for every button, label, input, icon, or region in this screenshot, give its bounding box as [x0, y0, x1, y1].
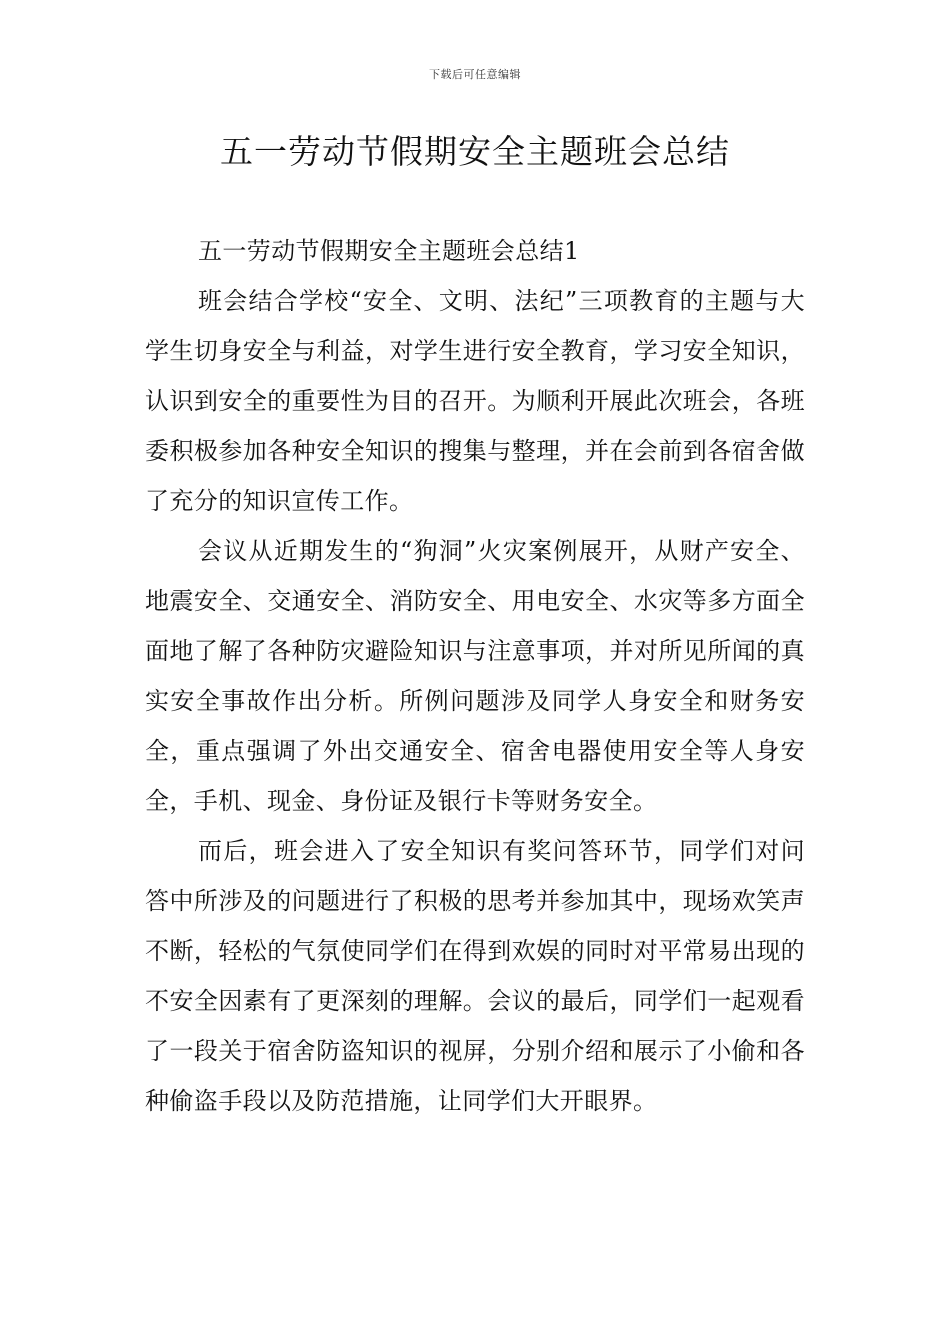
- section-heading: 五一劳动节假期安全主题班会总结1: [198, 237, 580, 265]
- paragraph-1: 班会结合学校“安全、文明、法纪”三项教育的主题与大学生切身安全与利益，对学生进行安全教育，学习安全知识，认识到安全的重要性为目的召开。为顺利开展此次班会，各班委积极参加各种安全知识的搜集与整理，并在会前到各宿舍做了充分的知识宣传工作。: [145, 287, 805, 515]
- document-body: [145, 226, 805, 1126]
- header-note: 下载后可任意编辑: [429, 68, 521, 81]
- document-title: 五一劳动节假期安全主题班会总结: [220, 132, 730, 171]
- paragraph-2: 会议从近期发生的“狗洞”火灾案例展开，从财产安全、地震安全、交通安全、消防安全、用电安全、水灾等多方面全面地了解了各种防灾避险知识与注意事项，并对所见所闻的真实安全事故作出分析。所例问题涉及同学人身安全和财务安全，重点强调了外出交通安全、宿舍电器使用安全等人身安全，手机、现金、身份证及银行卡等财务安全。: [145, 537, 805, 815]
- paragraph-3: 而后，班会进入了安全知识有奖问答环节，同学们对问答中所涉及的问题进行了积极的思考并参加其中，现场欢笑声不断，轻松的气氛使同学们在得到欢娱的同时对平常易出现的不安全因素有了更深刻的理解。会议的最后，同学们一起观看了一段关于宿舍防盗知识的视屏，分别介绍和展示了小偷和各种偷盗手段以及防范措施，让同学们大开眼界。: [145, 837, 805, 1115]
